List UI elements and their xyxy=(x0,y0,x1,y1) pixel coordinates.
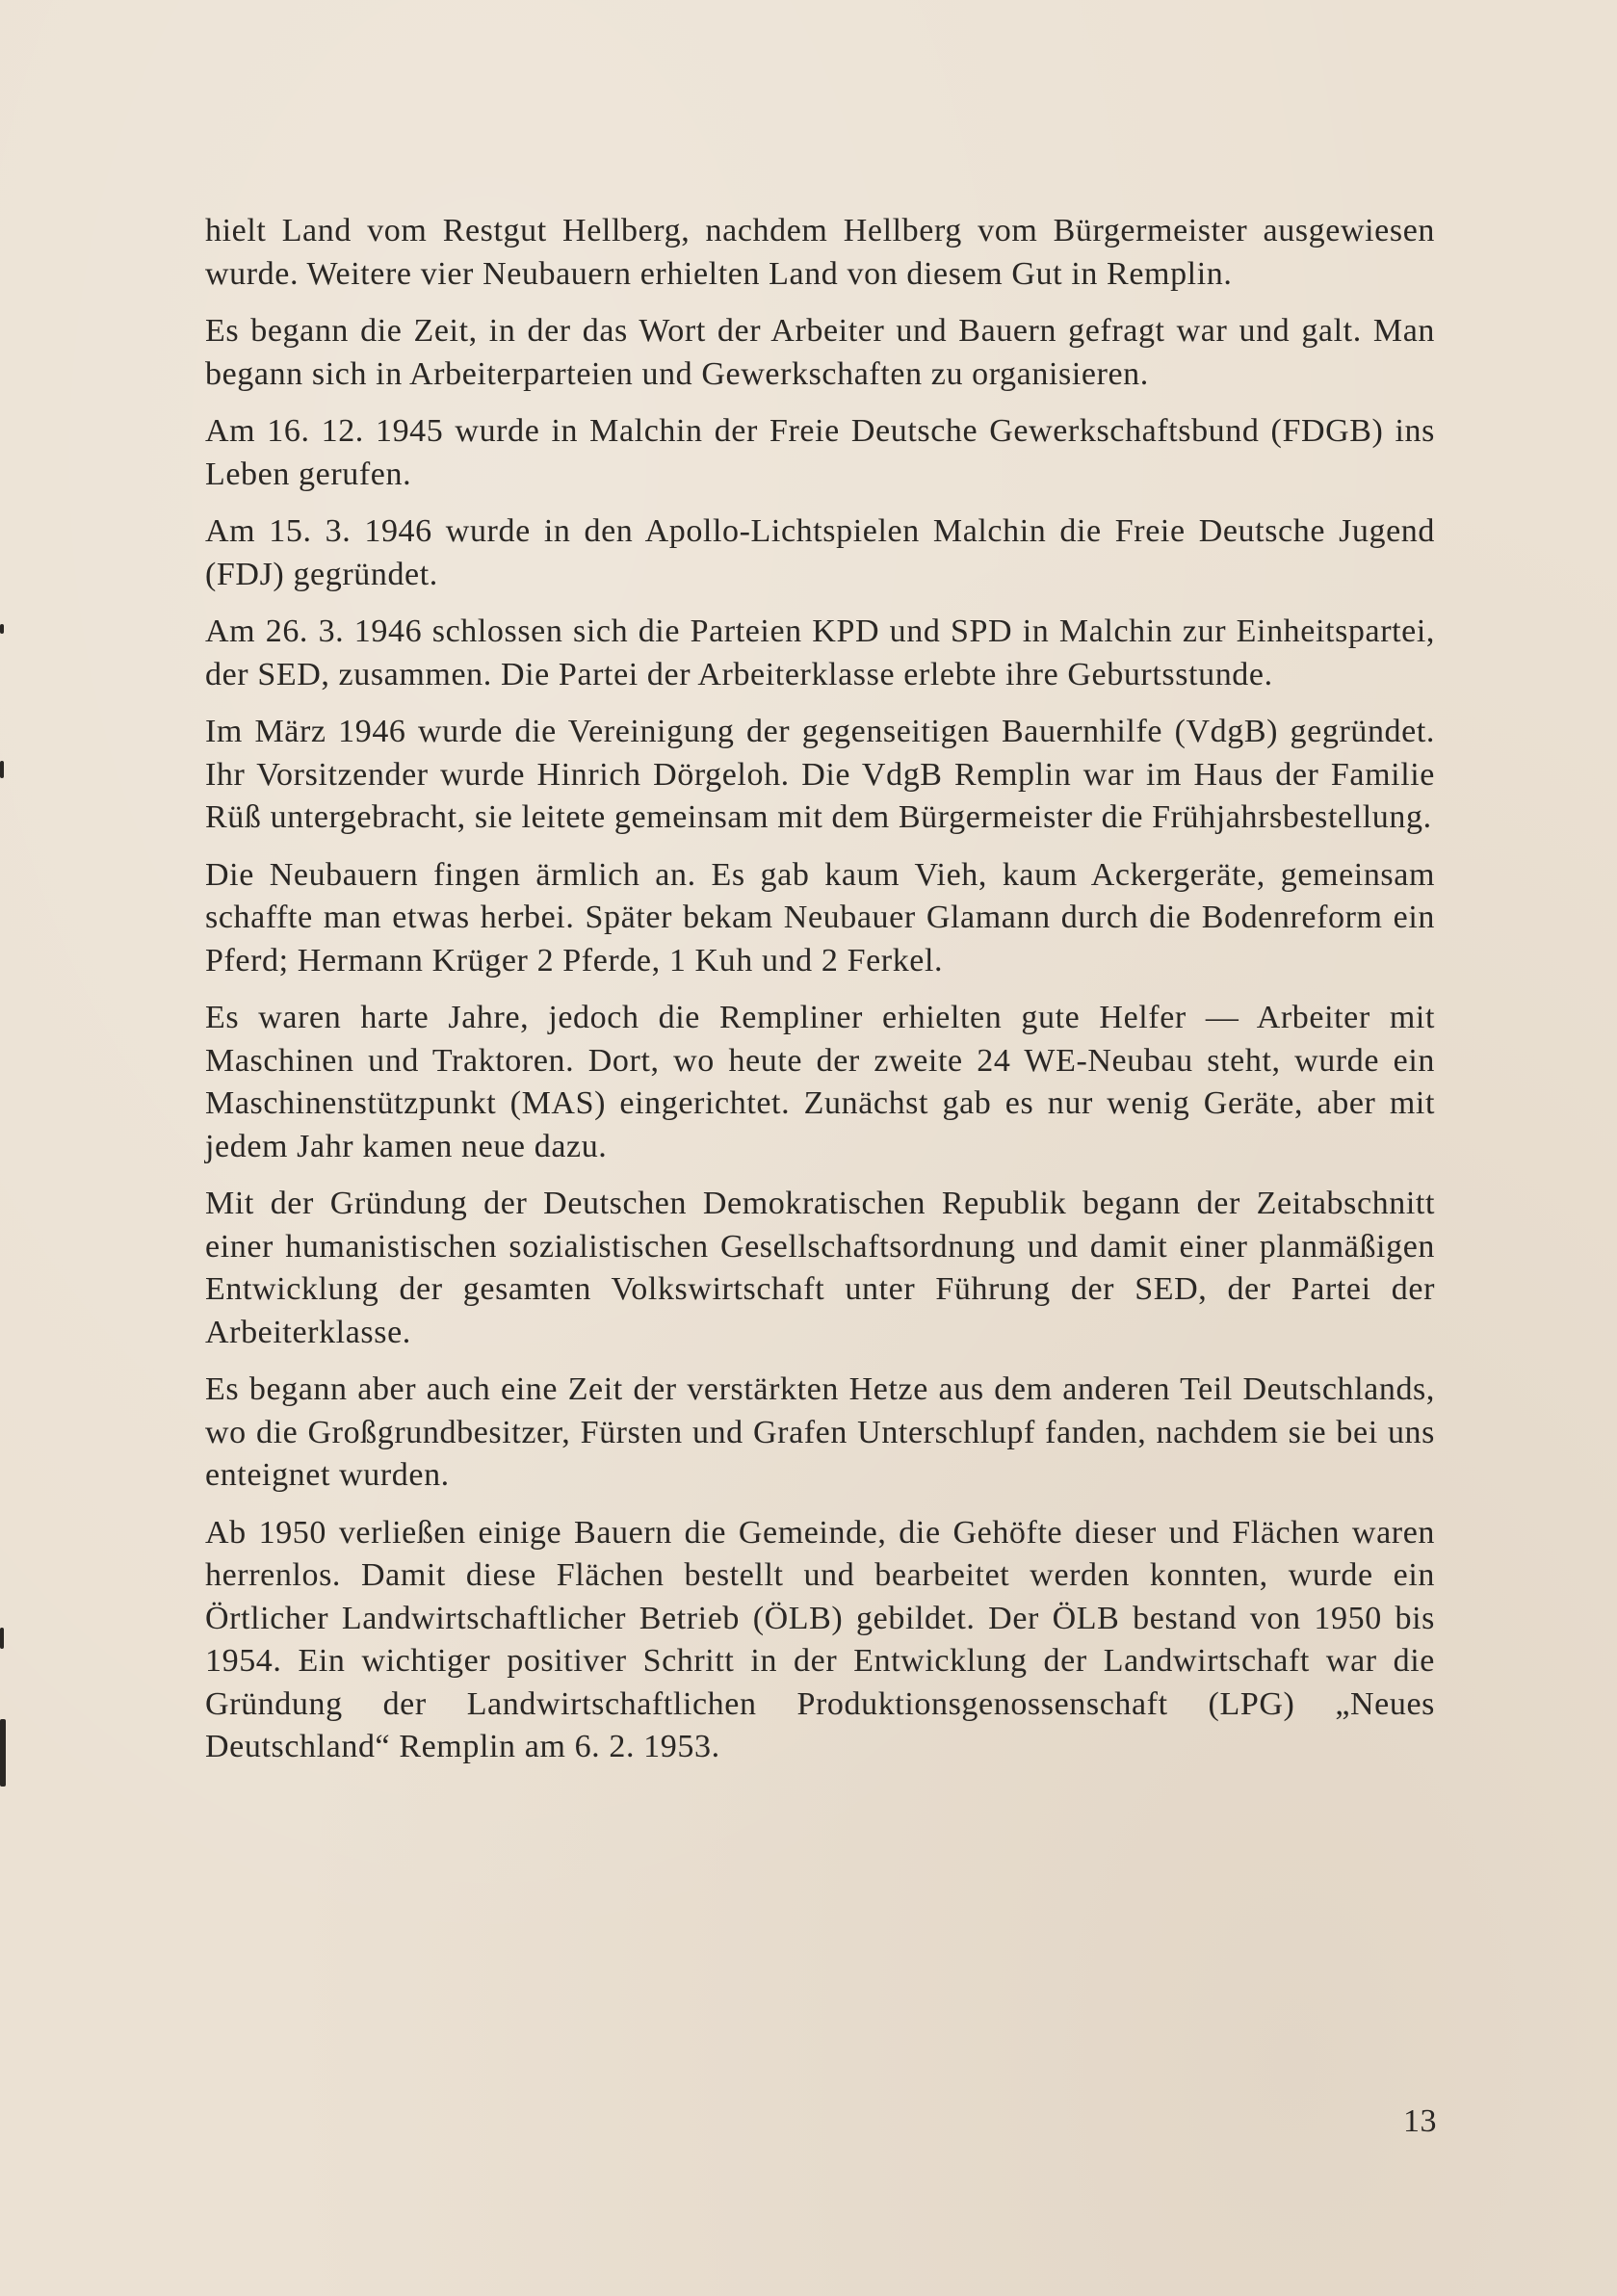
paragraph: Es begann die Zeit, in der das Wort der Arbeiter und Bauern gefragt war und galt. Man begann sich in Arbeiterparteien und Gewerkschaften zu organisieren. xyxy=(205,313,1435,392)
paragraph: Die Neubauern fingen ärmlich an. Es gab kaum Vieh, kaum Ackergeräte, gemeinsam schaffte man etwas herbei. Später bekam Neubauer Glamann durch die Bodenreform ein Pferd; Hermann Krüger 2 Pferde, 1 Kuh und 2 Ferkel. xyxy=(205,856,1435,978)
paragraph: Mit der Gründung der Deutschen Demokratischen Republik begann der Zeitabschnitt einer humanistischen sozialistischen Gesellschaftsordnung und damit einer planmäßigen Entwicklung der gesamten Volkswirtschaft unter Führung der SED, der Partei der Arbeiterklasse. xyxy=(205,1186,1435,1350)
paragraph: Es begann aber auch eine Zeit der verstärkten Hetze aus dem anderen Teil Deutschlands, wo die Großgrundbesitzer, Fürsten und Grafen Unterschlupf fanden, nachdem sie bei uns enteignet wurden. xyxy=(205,1371,1435,1493)
paragraph: Im März 1946 wurde die Vereinigung der gegenseitigen Bauernhilfe (VdgB) gegründet. Ihr Vorsitzender wurde Hinrich Dörgeloh. Die VdgB Remplin war im Haus der Familie Rüß untergebracht, sie leitete gemeinsam mit dem Bürgermeister die Frühjahrsbestellung. xyxy=(205,714,1435,835)
page-number: 13 xyxy=(1403,2103,1437,2139)
body-text xyxy=(205,210,1435,1784)
paragraph: Am 26. 3. 1946 schlossen sich die Parteien KPD und SPD in Malchin zur Einheitspartei, der SED, zusammen. Die Partei der Arbeiterklasse erlebte ihre Geburtsstunde. xyxy=(205,613,1435,692)
paragraph: Ab 1950 verließen einige Bauern die Gemeinde, die Gehöfte dieser und Flächen waren herrenlos. Damit diese Flächen bestellt und bearbeitet werden konnten, wurde ein Örtlicher Landwirtschaftlicher Betrieb (ÖLB) gebildet. Der ÖLB bestand von 1950 bis 1954. Ein wichtiger positiver Schritt in der Entwicklung der Landwirtschaft war die Gründung der Landwirtschaftlichen Produktionsgenossenschaft (LPG) „Neues Deutschland“ Remplin am 6. 2. 1953. xyxy=(205,1514,1435,1764)
paragraph: Am 15. 3. 1946 wurde in den Apollo-Lichtspielen Malchin die Freie Deutsche Jugend (FDJ) gegründet. xyxy=(205,513,1435,592)
paragraph: Am 16. 12. 1945 wurde in Malchin der Freie Deutsche Gewerkschaftsbund (FDGB) ins Leben gerufen. xyxy=(205,413,1435,492)
paragraph: Es waren harte Jahre, jedoch die Rempliner erhielten gute Helfer — Arbeiter mit Maschinen und Traktoren. Dort, wo heute der zweite 24 WE-Neubau steht, wurde ein Maschinenstützpunkt (MAS) eingerichtet. Zunächst gab es nur wenig Geräte, aber mit jedem Jahr kamen neue dazu. xyxy=(205,1000,1435,1164)
paragraph: hielt Land vom Restgut Hellberg, nachdem Hellberg vom Bürgermeister ausgewiesen wurde. Weitere vier Neubauern erhielten Land von diesem Gut in Remplin. xyxy=(205,213,1435,292)
